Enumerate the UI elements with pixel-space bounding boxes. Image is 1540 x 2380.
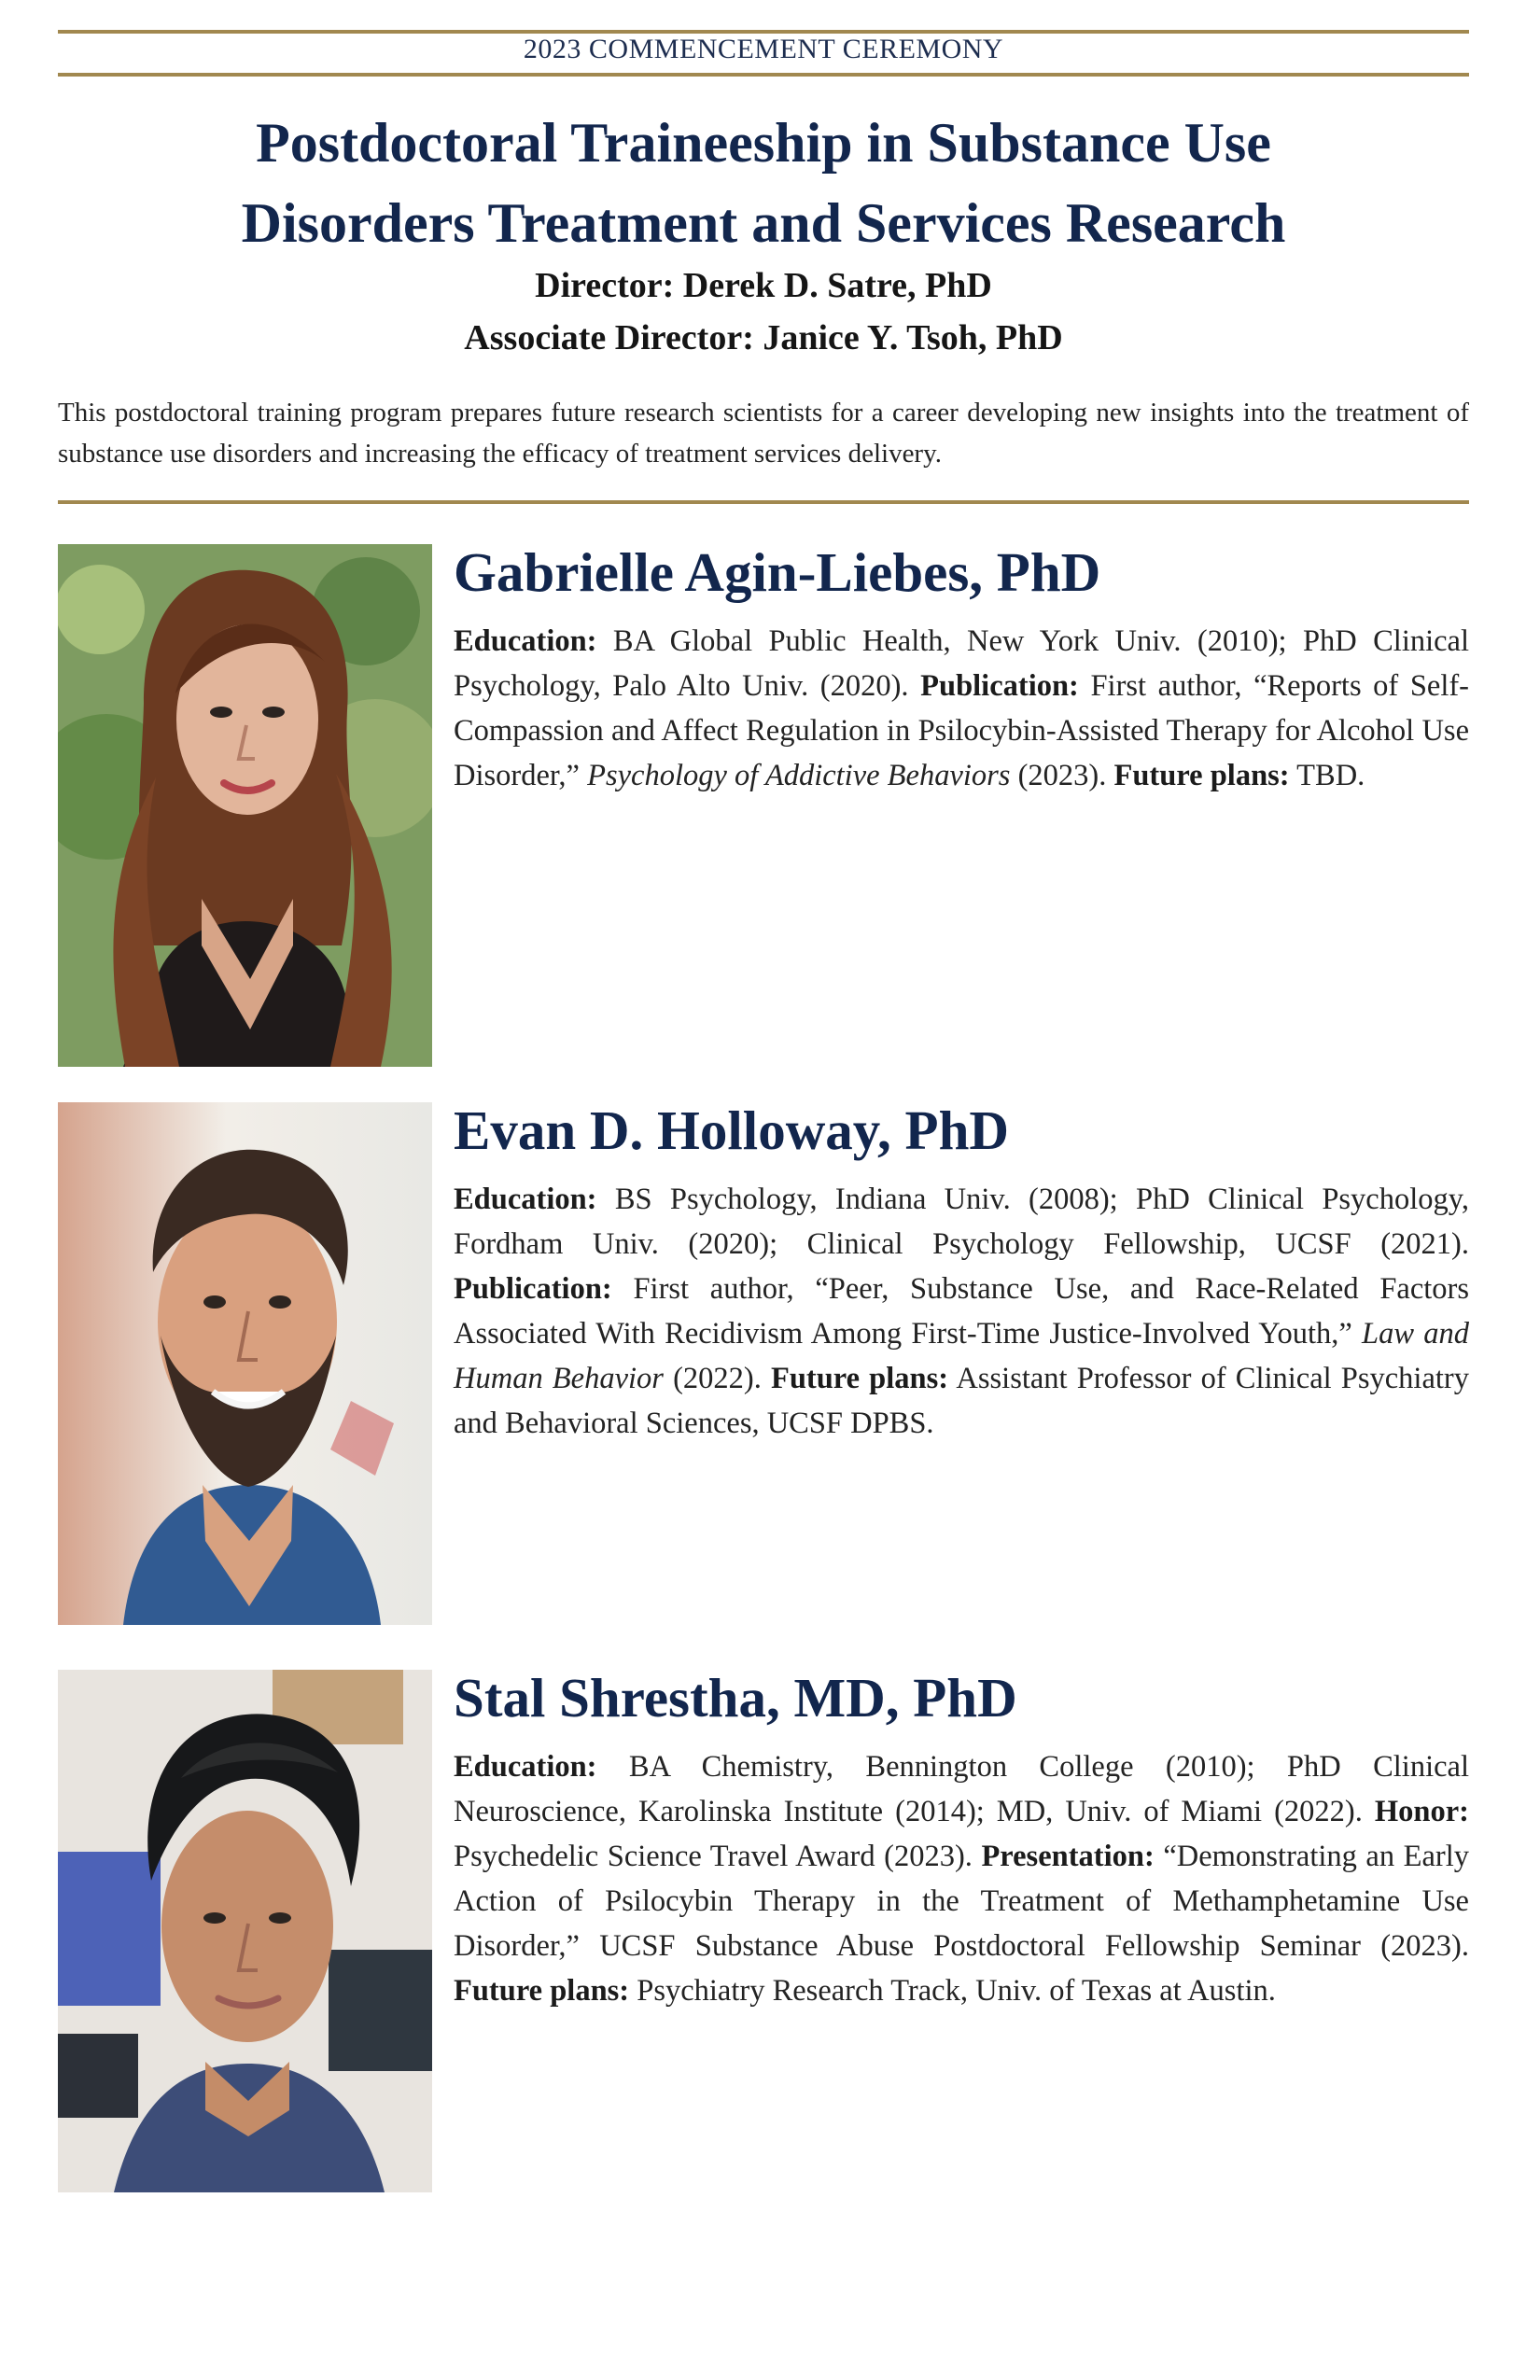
presentation-label: Presentation: <box>981 1840 1155 1873</box>
education-label: Education: <box>454 624 597 658</box>
second-gold-rule <box>58 73 1469 77</box>
header-bottom-gold-rule <box>58 500 1469 504</box>
publication-text: First author, “Peer, Substance Use, and Race-Related Factors Associated With Recidivism Among First-Time Justice-Involved Youth,” <box>454 1272 1469 1351</box>
future-plans-text: TBD. <box>1296 759 1365 792</box>
profile-gabrielle-agin-liebes <box>58 541 1470 1067</box>
future-plans-label: Future plans: <box>454 1974 630 2008</box>
future-plans-text: Assistant Professor of Clinical Psychiatry and Behavioral Sciences, UCSF DPBS. <box>454 1362 1469 1440</box>
trainee-name: Gabrielle Agin-Liebes, PhD <box>454 541 1101 603</box>
future-plans-label: Future plans: <box>1113 759 1290 792</box>
honor-label: Honor: <box>1374 1795 1469 1828</box>
education-text: BA Chemistry, Bennington College (2010); PhD Clinical Neuroscience, Karolinska Institute (2014); MD, Univ. of Miami (2022). <box>454 1750 1469 1828</box>
portrait-photo-evan <box>58 1102 432 1625</box>
publication-text: First author, “Reports of Self-Compassion and Affect Regulation in Psilocybin-Assisted Therapy for Alcohol Use Disorder,” <box>454 669 1470 792</box>
honor-text: Psychedelic Science Travel Award (2023). <box>454 1840 973 1873</box>
bio-evan <box>454 1097 1469 1446</box>
publication-year: (2023). <box>1017 759 1107 792</box>
portrait-evan-illustration <box>58 1102 432 1625</box>
education-text: BS Psychology, Indiana Univ. (2008); PhD Clinical Psychology, Fordham Univ. (2020); Clinical Psychology Fellowship, UCSF (2021). <box>454 1183 1470 1261</box>
trainee-bio-paragraph <box>454 1177 1469 1446</box>
portrait-stal-illustration <box>58 1670 432 2192</box>
publication-label: Publication: <box>454 1272 612 1306</box>
education-label: Education: <box>454 1750 597 1784</box>
program-title <box>58 103 1469 263</box>
bio-stal <box>454 1664 1469 2013</box>
program-title-line-2: Disorders Treatment and Services Research <box>241 192 1286 254</box>
bio-gabrielle <box>454 539 1469 798</box>
commencement-page <box>58 0 1469 2380</box>
program-description: This postdoctoral training program prepares future research scientists for a career developing new insights into the treatment of substance use disorders and increasing the efficacy of treatment services delivery. <box>58 398 1469 469</box>
portrait-photo-stal <box>58 1670 432 2192</box>
profile-evan-holloway <box>58 1099 1470 1625</box>
trainee-name: Evan D. Holloway, PhD <box>454 1099 1010 1161</box>
trainee-bio-paragraph <box>454 619 1469 798</box>
portrait-photo-gabrielle <box>58 544 432 1067</box>
future-plans-text: Psychiatry Research Track, Univ. of Texas at Austin. <box>637 1974 1276 2008</box>
publication-journal: Law and Human Behavior <box>454 1317 1470 1395</box>
director-line: Director: Derek D. Satre, PhD <box>535 266 992 305</box>
publication-label: Publication: <box>920 669 1079 703</box>
education-label: Education: <box>454 1183 597 1216</box>
trainee-bio-paragraph <box>454 1744 1469 2013</box>
profile-stal-shrestha <box>58 1667 1470 2192</box>
presentation-text: “Demonstrating an Early Action of Psilocybin Therapy in the Treatment of Methamphetamine Use Disorder,” UCSF Substance Abuse Postdoctoral Fellowship Seminar (2023). <box>454 1840 1470 1963</box>
education-text: BA Global Public Health, New York Univ. (2010); PhD Clinical Psychology, Palo Alto Univ. (2020). <box>454 624 1470 703</box>
trainee-name: Stal Shrestha, MD, PhD <box>454 1667 1017 1729</box>
publication-year: (2022). <box>673 1362 762 1395</box>
program-title-line-1: Postdoctoral Traineeship in Substance Use <box>256 112 1271 174</box>
associate-director-line: Associate Director: Janice Y. Tsoh, PhD <box>464 318 1063 357</box>
commencement-eyebrow: 2023 COMMENCEMENT CEREMONY <box>523 34 1004 64</box>
portrait-gabrielle-illustration <box>58 544 432 1067</box>
future-plans-label: Future plans: <box>770 1362 949 1395</box>
publication-journal: Psychology of Addictive Behaviors <box>587 759 1011 792</box>
